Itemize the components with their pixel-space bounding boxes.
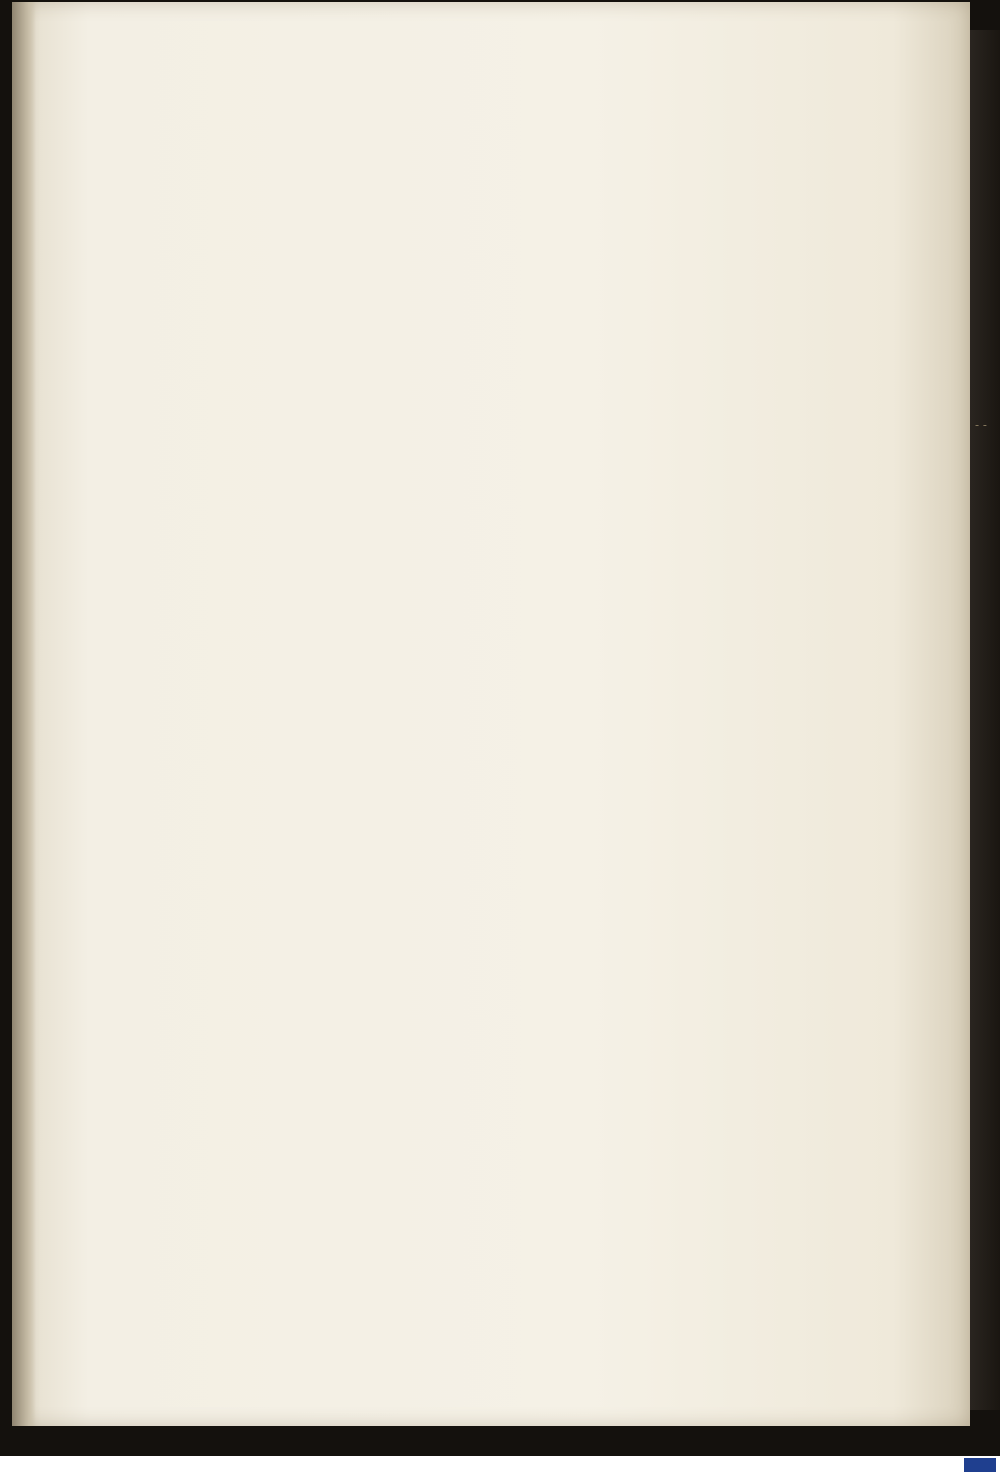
- book-page: [12, 2, 970, 1426]
- page-edge: [970, 30, 1000, 1410]
- footer-bar: [0, 1456, 1000, 1474]
- dfg-logo: [964, 1458, 996, 1472]
- page-gutter: [12, 2, 36, 1426]
- edge-mark: - -: [975, 418, 987, 432]
